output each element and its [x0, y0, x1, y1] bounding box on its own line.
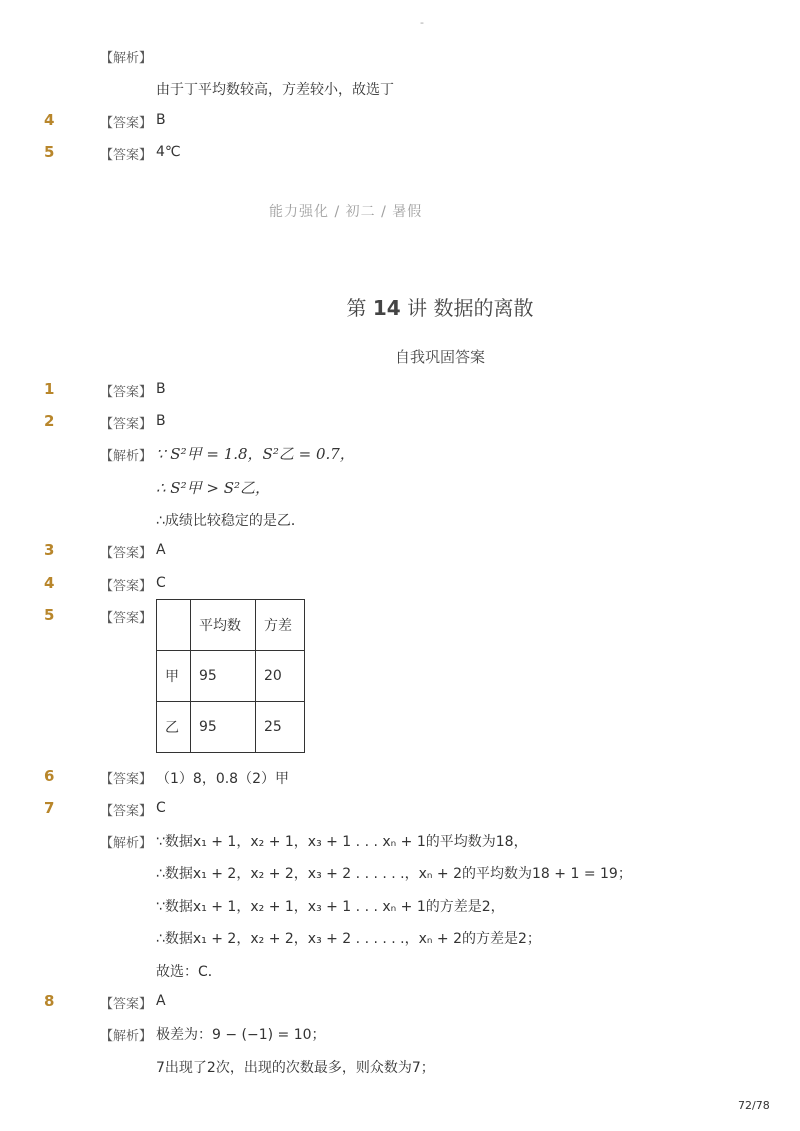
question-number: 1 [44, 380, 55, 398]
page-number: 72/78 [738, 1099, 770, 1112]
answer-value: B [156, 413, 166, 429]
table-row [157, 651, 305, 702]
question-number: 4 [44, 111, 55, 129]
question-number: 3 [44, 541, 55, 559]
analysis-line: ∴数据x₁ + 2，x₂ + 2，x₃ + 2 . . . . . .，xₙ + 2的方差是2； [156, 931, 541, 947]
answer-value: A [156, 993, 166, 1009]
answer-value: （1）8，0.8（2）甲 [156, 771, 289, 787]
answer-tag: 【答案】 [100, 611, 153, 626]
analysis-line: 极差为：9 − (−1) = 10； [156, 1027, 326, 1043]
question-number: 4 [44, 574, 55, 592]
breadcrumb: 能力强化 / 初二 / 暑假 [269, 204, 423, 220]
answer-tag: 【答案】 [100, 804, 153, 819]
lesson-title-number: 14 [372, 296, 401, 320]
analysis-tag: 【解析】 [100, 51, 153, 66]
analysis-line: ∵ S²甲 = 1.8，S²乙 = 0.7， [156, 445, 355, 463]
answer-value: B [156, 381, 166, 397]
answer-value: 4℃ [156, 144, 181, 160]
analysis-line: 故选：C． [156, 964, 222, 980]
analysis-line: 7出现了2次，出现的次数最多，则众数为7； [156, 1060, 435, 1076]
analysis-tag: 【解析】 [100, 836, 153, 851]
lesson-title-prefix: 第 [346, 296, 367, 320]
table-header-cell: 平均数 [191, 600, 256, 651]
analysis-line: ∵数据x₁ + 1，x₂ + 1，x₃ + 1 . . . xₙ + 1的平均数为18， [156, 834, 528, 850]
analysis-tag: 【解析】 [100, 449, 153, 464]
table-cell: 甲 [157, 651, 191, 702]
table-cell: 25 [256, 702, 305, 753]
answer-tag: 【答案】 [100, 385, 153, 400]
analysis-tag: 【解析】 [100, 1029, 153, 1044]
question-number: 7 [44, 799, 55, 817]
question-number: 6 [44, 767, 55, 785]
answer-tag: 【答案】 [100, 116, 153, 131]
answer-tag: 【答案】 [100, 148, 153, 163]
table-cell: 95 [191, 651, 256, 702]
analysis-text: 由于丁平均数较高，方差较小，故选丁 [156, 82, 394, 98]
answer-tag: 【答案】 [100, 579, 153, 594]
section-subtitle: 自我巩固答案 [394, 348, 485, 366]
analysis-line: ∵数据x₁ + 1，x₂ + 1，x₃ + 1 . . . xₙ + 1的方差是2， [156, 899, 505, 915]
answer-tag: 【答案】 [100, 417, 153, 432]
table-cell: 20 [256, 651, 305, 702]
table-cell [157, 600, 191, 651]
header-mark: - [420, 16, 424, 29]
answer-value: C [156, 800, 166, 816]
analysis-line: ∴数据x₁ + 2，x₂ + 2，x₃ + 2 . . . . . .，xₙ + 2的平均数为18 + 1 = 19； [156, 866, 632, 882]
answer-table [156, 599, 305, 753]
lesson-title-suffix: 讲 数据的离散 [407, 296, 534, 320]
table-cell: 95 [191, 702, 256, 753]
table-cell: 乙 [157, 702, 191, 753]
table-row [157, 600, 305, 651]
answer-tag: 【答案】 [100, 772, 153, 787]
analysis-line: ∴ S²甲 > S²乙， [156, 479, 270, 497]
answer-tag: 【答案】 [100, 997, 153, 1012]
answer-value: C [156, 575, 166, 591]
question-number: 5 [44, 143, 55, 161]
answer-value: B [156, 112, 166, 128]
question-number: 8 [44, 992, 55, 1010]
table-header-cell: 方差 [256, 600, 305, 651]
table-row [157, 702, 305, 753]
analysis-line: ∴成绩比较稳定的是乙． [156, 513, 305, 529]
answer-tag: 【答案】 [100, 546, 153, 561]
answer-value: A [156, 542, 166, 558]
question-number: 2 [44, 412, 55, 430]
lesson-title [0, 292, 800, 321]
question-number: 5 [44, 606, 55, 624]
